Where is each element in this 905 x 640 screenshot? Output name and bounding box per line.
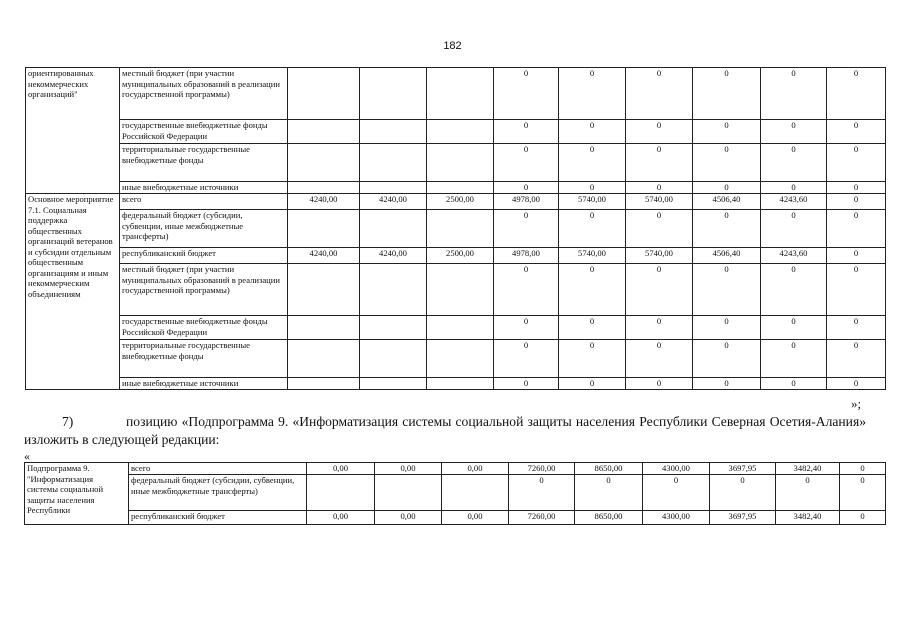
table-row [25, 475, 886, 511]
value-cell: 0 [559, 316, 626, 340]
paragraph-text: позицию «Подпрограмма 9. «Информатизация системы социальной защиты населения Республики Северная Осетия-Алания» изложить в следующей редакции: [24, 414, 866, 447]
value-cell: 4506,40 [693, 194, 761, 210]
value-cell: 0 [626, 182, 693, 194]
value-cell [427, 68, 494, 120]
funding-source-cell: федеральный бюджет (субсидии, субвенции, иные межбюджетные трансферты) [120, 210, 288, 248]
value-cell: 0 [494, 316, 559, 340]
value-cell [288, 378, 360, 390]
table-row [26, 248, 886, 264]
value-cell: 0 [761, 316, 827, 340]
value-cell: 0 [494, 182, 559, 194]
value-cell: 7260,00 [509, 463, 575, 475]
value-cell: 0 [761, 378, 827, 390]
value-cell: 0 [626, 264, 693, 316]
budget-table-subprogram-7 [25, 67, 886, 390]
value-cell [307, 475, 375, 511]
value-cell: 0 [626, 340, 693, 378]
value-cell: 0 [827, 378, 886, 390]
value-cell: 0,00 [307, 463, 375, 475]
funding-source-cell: иные внебюджетные источники [120, 182, 288, 194]
value-cell: 0 [559, 378, 626, 390]
value-cell [427, 144, 494, 182]
value-cell: 7260,00 [509, 511, 575, 525]
value-cell: 0 [559, 120, 626, 144]
value-cell [427, 182, 494, 194]
value-cell [288, 210, 360, 248]
value-cell: 3482,40 [776, 511, 840, 525]
budget-table-subprogram-9 [24, 462, 886, 525]
value-cell: 0,00 [375, 511, 442, 525]
value-cell: 0 [559, 210, 626, 248]
value-cell: 4240,00 [360, 194, 427, 210]
value-cell: 0 [693, 264, 761, 316]
value-cell: 0 [693, 182, 761, 194]
table-row [26, 264, 886, 316]
funding-source-cell: местный бюджет (при участии муниципальных образований в реализации государственной программы) [120, 264, 288, 316]
value-cell: 0 [827, 316, 886, 340]
value-cell: 3697,95 [710, 463, 776, 475]
value-cell: 0 [761, 144, 827, 182]
value-cell: 4240,00 [288, 248, 360, 264]
value-cell: 0 [559, 264, 626, 316]
value-cell [288, 144, 360, 182]
activity-name-cell: Подпрограмма 9. "Информатизация системы социальной защиты населения Республики [25, 463, 129, 525]
value-cell: 0 [827, 182, 886, 194]
funding-source-cell: республиканский бюджет [129, 511, 307, 525]
value-cell: 0,00 [442, 511, 509, 525]
value-cell: 8650,00 [575, 463, 643, 475]
activity-name-cell: Основное мероприятие 7.1. Социальная поддержка общественных организаций ветеранов и субсидии отдельным общественным организациям и иным некоммерческим объединениям [26, 194, 120, 390]
value-cell: 0 [575, 475, 643, 511]
value-cell: 3697,95 [710, 511, 776, 525]
closing-quote-mark: »; [851, 396, 862, 411]
value-cell: 4978,00 [494, 248, 559, 264]
value-cell: 0 [693, 210, 761, 248]
value-cell [360, 182, 427, 194]
value-cell: 0 [643, 475, 710, 511]
value-cell: 4300,00 [643, 511, 710, 525]
value-cell: 8650,00 [575, 511, 643, 525]
value-cell: 0 [494, 340, 559, 378]
funding-source-cell: всего [129, 463, 307, 475]
value-cell: 4240,00 [288, 194, 360, 210]
value-cell [288, 182, 360, 194]
funding-source-cell: государственные внебюджетные фонды Российской Федерации [120, 316, 288, 340]
value-cell [427, 210, 494, 248]
paragraph-number: 7) [62, 414, 74, 429]
value-cell: 0,00 [307, 511, 375, 525]
value-cell: 5740,00 [559, 248, 626, 264]
value-cell: 0 [559, 340, 626, 378]
value-cell: 0 [827, 68, 886, 120]
value-cell [427, 264, 494, 316]
value-cell [360, 68, 427, 120]
value-cell: 0,00 [442, 463, 509, 475]
value-cell: 4300,00 [643, 463, 710, 475]
value-cell: 5740,00 [626, 194, 693, 210]
value-cell: 0 [827, 264, 886, 316]
table-row [26, 316, 886, 340]
value-cell: 4243,60 [761, 194, 827, 210]
funding-source-cell: республиканский бюджет [120, 248, 288, 264]
value-cell [375, 475, 442, 511]
value-cell: 0 [494, 264, 559, 316]
value-cell: 0 [626, 378, 693, 390]
value-cell: 3482,40 [776, 463, 840, 475]
value-cell: 4240,00 [360, 248, 427, 264]
value-cell: 0 [494, 210, 559, 248]
value-cell: 4978,00 [494, 194, 559, 210]
value-cell: 0 [693, 120, 761, 144]
value-cell: 0 [827, 340, 886, 378]
value-cell: 0 [840, 475, 886, 511]
value-cell [360, 120, 427, 144]
value-cell [360, 316, 427, 340]
value-cell: 0 [693, 144, 761, 182]
value-cell: 0 [761, 182, 827, 194]
value-cell: 4506,40 [693, 248, 761, 264]
value-cell: 2500,00 [427, 248, 494, 264]
value-cell: 0 [494, 378, 559, 390]
value-cell [360, 210, 427, 248]
table-row [25, 511, 886, 525]
value-cell: 0 [494, 68, 559, 120]
funding-source-cell: федеральный бюджет (субсидии, субвенции, иные межбюджетные трансферты) [129, 475, 307, 511]
value-cell [288, 264, 360, 316]
value-cell: 0 [827, 144, 886, 182]
table-row [26, 194, 886, 210]
table-row [26, 144, 886, 182]
activity-name-cell: ориентированных некоммерческих организаций" [26, 68, 120, 194]
value-cell [427, 378, 494, 390]
opening-quote-mark: « [24, 449, 30, 463]
value-cell: 0 [840, 511, 886, 525]
value-cell: 0 [827, 248, 886, 264]
funding-source-cell: государственные внебюджетные фонды Российской Федерации [120, 120, 288, 144]
amendment-paragraph [24, 413, 866, 449]
value-cell: 0 [761, 210, 827, 248]
value-cell: 0 [559, 68, 626, 120]
value-cell: 0 [626, 316, 693, 340]
value-cell: 0 [827, 120, 886, 144]
funding-source-cell: местный бюджет (при участии муниципальных образований в реализации государственной программы) [120, 68, 288, 120]
funding-source-cell: всего [120, 194, 288, 210]
value-cell [442, 475, 509, 511]
value-cell: 0 [626, 120, 693, 144]
funding-source-cell: территориальные государственные внебюджетные фонды [120, 144, 288, 182]
table-row [26, 182, 886, 194]
value-cell: 0 [626, 144, 693, 182]
value-cell: 0 [693, 378, 761, 390]
value-cell [427, 340, 494, 378]
value-cell: 0 [494, 144, 559, 182]
value-cell: 4243,60 [761, 248, 827, 264]
table-row [26, 378, 886, 390]
value-cell: 0 [494, 120, 559, 144]
value-cell: 0 [626, 210, 693, 248]
value-cell: 0 [710, 475, 776, 511]
value-cell: 0 [761, 68, 827, 120]
value-cell: 0 [827, 210, 886, 248]
table-row [25, 463, 886, 475]
table-row [26, 68, 886, 120]
value-cell: 0 [761, 340, 827, 378]
value-cell: 0 [559, 144, 626, 182]
value-cell [360, 340, 427, 378]
value-cell [360, 144, 427, 182]
funding-source-cell: территориальные государственные внебюджетные фонды [120, 340, 288, 378]
value-cell: 0 [840, 463, 886, 475]
value-cell: 0 [693, 68, 761, 120]
value-cell: 0 [761, 120, 827, 144]
value-cell: 5740,00 [559, 194, 626, 210]
value-cell: 0 [509, 475, 575, 511]
value-cell: 5740,00 [626, 248, 693, 264]
value-cell: 0,00 [375, 463, 442, 475]
funding-source-cell: иные внебюджетные источники [120, 378, 288, 390]
value-cell: 0 [626, 68, 693, 120]
page-number: 182 [443, 40, 462, 52]
table-row [26, 120, 886, 144]
value-cell [427, 120, 494, 144]
value-cell: 0 [693, 316, 761, 340]
value-cell: 0 [693, 340, 761, 378]
value-cell: 0 [827, 194, 886, 210]
value-cell: 2500,00 [427, 194, 494, 210]
value-cell: 0 [559, 182, 626, 194]
table-row [26, 210, 886, 248]
value-cell [360, 264, 427, 316]
value-cell [288, 68, 360, 120]
value-cell [427, 316, 494, 340]
value-cell [288, 340, 360, 378]
value-cell [288, 120, 360, 144]
value-cell: 0 [761, 264, 827, 316]
table-row [26, 340, 886, 378]
value-cell [288, 316, 360, 340]
value-cell: 0 [776, 475, 840, 511]
value-cell [360, 378, 427, 390]
